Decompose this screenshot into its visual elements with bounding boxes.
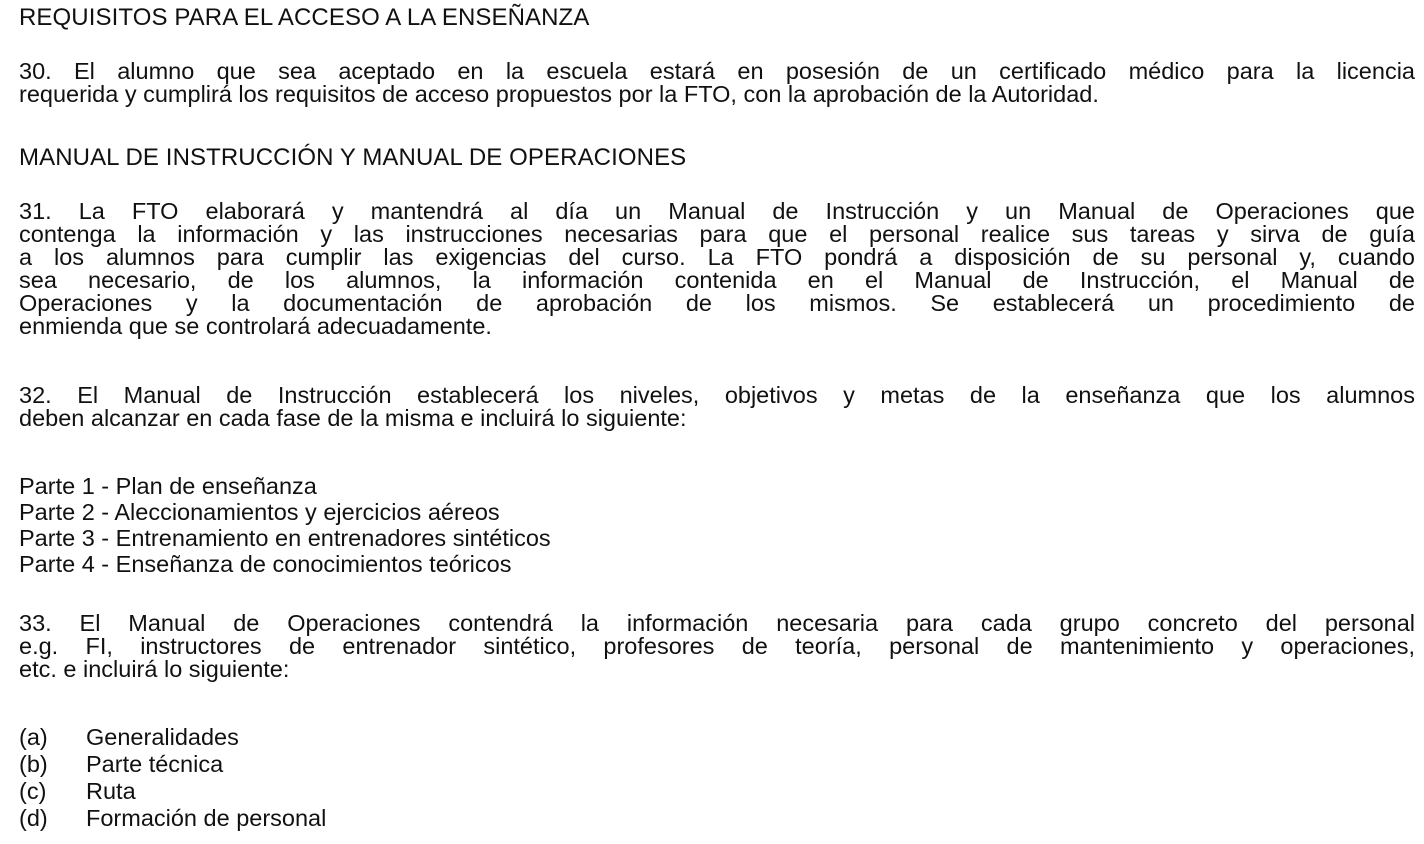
list-item: Parte 3 - Entrenamiento en entrenadores sintéticos xyxy=(19,525,551,551)
paragraph-line: requerida y cumplirá los requisitos de acceso propuestos por la FTO, con la aprobación de la Autoridad. xyxy=(19,81,1099,107)
paragraph-line: a los alumnos para cumplir las exigencias del curso. La FTO pondrá a disposición de su personal y, cuando xyxy=(19,244,1415,270)
list-item-text: Ruta xyxy=(86,778,136,804)
list-item-text: Parte técnica xyxy=(86,751,224,777)
paragraph-line: etc. e incluirá lo siguiente: xyxy=(19,656,290,682)
list-item: Parte 2 - Aleccionamientos y ejercicios aéreos xyxy=(19,499,500,525)
paragraph-line: enmienda que se controlará adecuadamente. xyxy=(19,313,492,339)
list-item-label: (a) xyxy=(19,724,48,750)
list-item-label: (d) xyxy=(19,805,48,831)
list-item xyxy=(19,751,326,778)
manual-parts-list xyxy=(19,473,551,577)
paragraph-32 xyxy=(19,384,1415,430)
paragraph-line: 30. El alumno que sea aceptado en la escuela estará en posesión de un certificado médico para la licencia xyxy=(19,58,1415,84)
paragraph-33 xyxy=(19,612,1415,681)
list-item: Parte 1 - Plan de enseñanza xyxy=(19,473,317,499)
paragraph-line: contenga la información y las instrucciones necesarias para que el personal realice sus tareas y sirva de guía xyxy=(19,221,1415,247)
list-item-label: (c) xyxy=(19,778,47,804)
list-item xyxy=(19,805,326,832)
section-heading-manuals: MANUAL DE INSTRUCCIÓN Y MANUAL DE OPERACIONES xyxy=(19,144,687,171)
paragraph-line: Operaciones y la documentación de aprobación de los mismos. Se establecerá un procedimiento de xyxy=(19,290,1415,316)
list-item xyxy=(19,778,326,805)
paragraph-line: deben alcanzar en cada fase de la misma e incluirá lo siguiente: xyxy=(19,405,687,431)
list-item xyxy=(19,724,326,751)
paragraph-line: 31. La FTO elaborará y mantendrá al día un Manual de Instrucción y un Manual de Operaciones que xyxy=(19,198,1415,224)
section-heading-access-requirements: REQUISITOS PARA EL ACCESO A LA ENSEÑANZA xyxy=(19,4,590,31)
list-item-text: Formación de personal xyxy=(86,805,327,831)
paragraph-line: sea necesario, de los alumnos, la información contenida en el Manual de Instrucción, el Manual de xyxy=(19,267,1415,293)
paragraph-30 xyxy=(19,60,1415,106)
paragraph-31 xyxy=(19,200,1415,338)
list-item: Parte 4 - Enseñanza de conocimientos teóricos xyxy=(19,551,512,577)
list-item-text: Generalidades xyxy=(86,724,239,750)
paragraph-line: 33. El Manual de Operaciones contendrá la información necesaria para cada grupo concreto del personal xyxy=(19,610,1415,636)
operations-manual-items-list xyxy=(19,724,326,832)
list-item-label: (b) xyxy=(19,751,48,777)
paragraph-line: e.g. FI, instructores de entrenador sintético, profesores de teoría, personal de mantenimiento y operaciones, xyxy=(19,633,1415,659)
paragraph-line: 32. El Manual de Instrucción establecerá los niveles, objetivos y metas de la enseñanza que los alumnos xyxy=(19,382,1415,408)
